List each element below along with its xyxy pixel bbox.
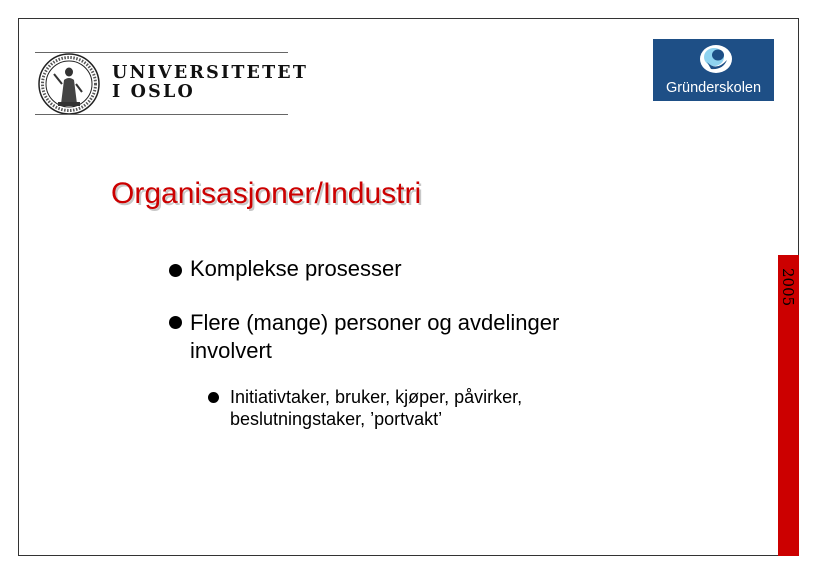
sub-bullet-dot-icon: [208, 392, 219, 403]
year-label: 2005: [779, 268, 797, 307]
bullet-item: Flere (mange) personer og avdelinger involvert: [190, 310, 560, 363]
slide-title: Organisasjoner/Industri: [111, 177, 422, 210]
gs-swirl-icon: [697, 42, 735, 76]
university-name-line2: I OSLO: [112, 82, 195, 102]
bullet-item: Komplekse prosesser: [190, 256, 402, 281]
grunderskolen-label: Gründerskolen: [665, 80, 762, 96]
sub-bullet-item: Initiativtaker, bruker, kjøper, påvirker, beslutningstaker, ’portvakt’: [230, 387, 523, 429]
bullet-dot-icon: [169, 316, 182, 329]
bullet-dot-icon: [169, 264, 182, 277]
university-seal-icon: [34, 52, 104, 116]
grunderskolen-logo: [653, 39, 774, 101]
logo-rule-bottom: [35, 114, 288, 115]
university-name-line1: UNIVERSITETET: [112, 63, 309, 83]
university-name: [112, 64, 308, 102]
